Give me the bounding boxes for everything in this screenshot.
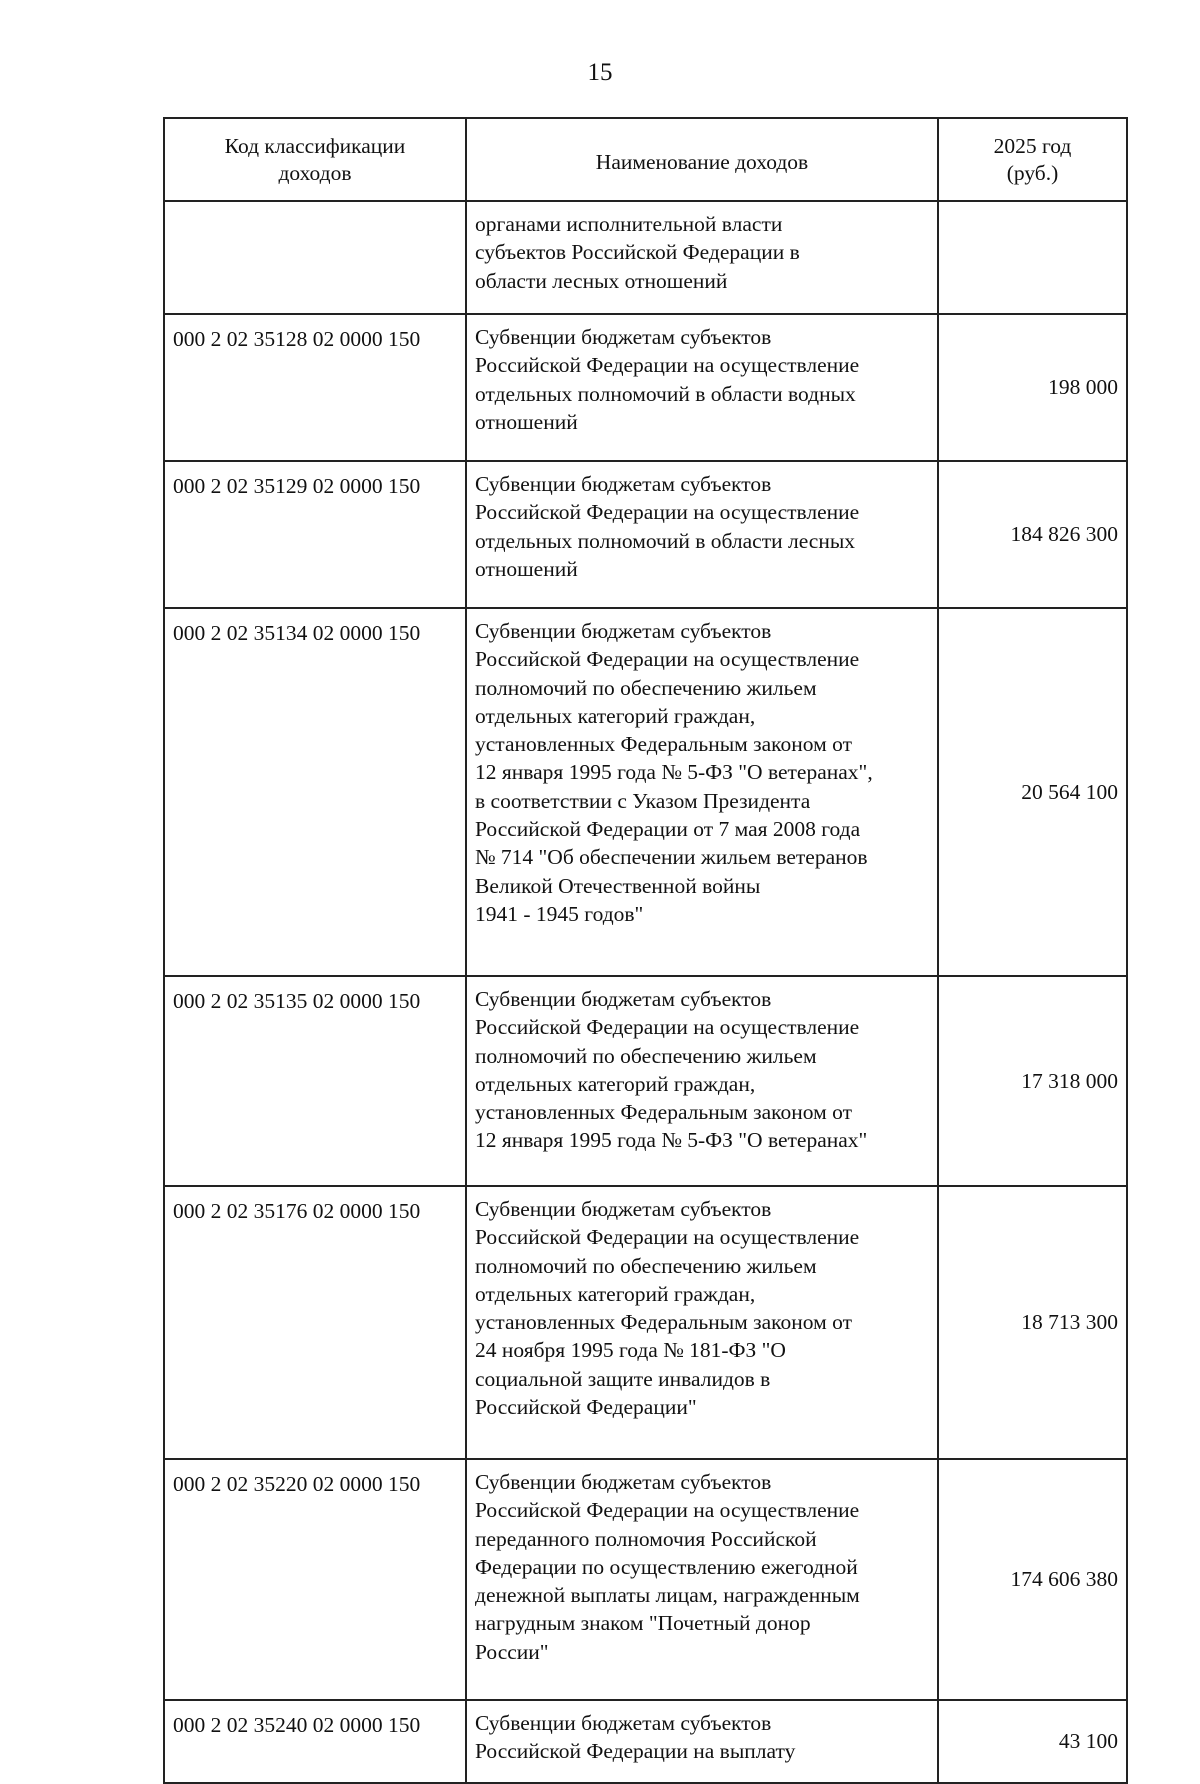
header-name-cell — [466, 118, 938, 201]
row-code: 000 2 02 35220 02 0000 150 — [164, 1459, 466, 1700]
row-amount — [938, 201, 1127, 314]
table-row — [164, 608, 1127, 976]
header-amount-cell — [938, 118, 1127, 201]
row-code: 000 2 02 35134 02 0000 150 — [164, 608, 466, 976]
row-amount: 174 606 380 — [938, 1459, 1127, 1700]
row-code: 000 2 02 35135 02 0000 150 — [164, 976, 466, 1186]
row-amount: 20 564 100 — [938, 608, 1127, 976]
row-amount: 18 713 300 — [938, 1186, 1127, 1459]
table-header — [164, 118, 1127, 201]
row-name: Субвенции бюджетам субъектов Российской Федерации на осуществление полномочий по обеспечению жильем отдельных категорий граждан, установленных Федеральным законом от 24 ноября 1995 года № 181-ФЗ "О социальной защите инвалидов в Российской Федерации" — [466, 1186, 938, 1459]
row-name: Субвенции бюджетам субъектов Российской Федерации на осуществление отдельных полномочий в области водных отношений — [466, 314, 938, 461]
header-amount: 2025 год (руб.) — [993, 133, 1072, 185]
row-name: Субвенции бюджетам субъектов Российской Федерации на осуществление полномочий по обеспечению жильем отдельных категорий граждан, установленных Федеральным законом от 12 января 1995 года № 5-ФЗ "О ветеранах", в соответствии с Указом Президента Российской Федерации от 7 мая 2008 года № 714 "Об обеспечении жильем ветеранов Великой Отечественной войны 1941 - 1945 годов" — [466, 608, 938, 976]
table-row — [164, 1186, 1127, 1459]
row-amount: 43 100 — [938, 1700, 1127, 1783]
table-row — [164, 976, 1127, 1186]
row-amount: 198 000 — [938, 314, 1127, 461]
header-row — [164, 118, 1127, 201]
table-row — [164, 1700, 1127, 1783]
row-amount: 17 318 000 — [938, 976, 1127, 1186]
header-code: Код классификации доходов — [224, 133, 406, 185]
row-code: 000 2 02 35128 02 0000 150 — [164, 314, 466, 461]
table-row — [164, 314, 1127, 461]
row-code: 000 2 02 35176 02 0000 150 — [164, 1186, 466, 1459]
row-name: Субвенции бюджетам субъектов Российской Федерации на осуществление переданного полномочия Российской Федерации по осуществлению ежегодной денежной выплаты лицам, награжденным нагрудным знаком "Почетный донор России" — [466, 1459, 938, 1700]
header-code-cell — [164, 118, 466, 201]
table-row — [164, 201, 1127, 314]
row-amount: 184 826 300 — [938, 461, 1127, 608]
table-body — [164, 201, 1127, 1783]
row-name: Субвенции бюджетам субъектов Российской Федерации на осуществление отдельных полномочий в области лесных отношений — [466, 461, 938, 608]
row-name: Субвенции бюджетам субъектов Российской Федерации на осуществление полномочий по обеспечению жильем отдельных категорий граждан, установленных Федеральным законом от 12 января 1995 года № 5-ФЗ "О ветеранах" — [466, 976, 938, 1186]
page-number: 15 — [587, 59, 613, 86]
table-row — [164, 461, 1127, 608]
row-name: органами исполнительной власти субъектов Российской Федерации в области лесных отношений — [466, 201, 938, 314]
row-code: 000 2 02 35129 02 0000 150 — [164, 461, 466, 608]
income-table — [163, 117, 1128, 1784]
table-row — [164, 1459, 1127, 1700]
row-code: 000 2 02 35240 02 0000 150 — [164, 1700, 466, 1783]
row-code — [164, 201, 466, 314]
row-name: Субвенции бюджетам субъектов Российской Федерации на выплату — [466, 1700, 938, 1783]
header-name: Наименование доходов — [595, 150, 809, 174]
